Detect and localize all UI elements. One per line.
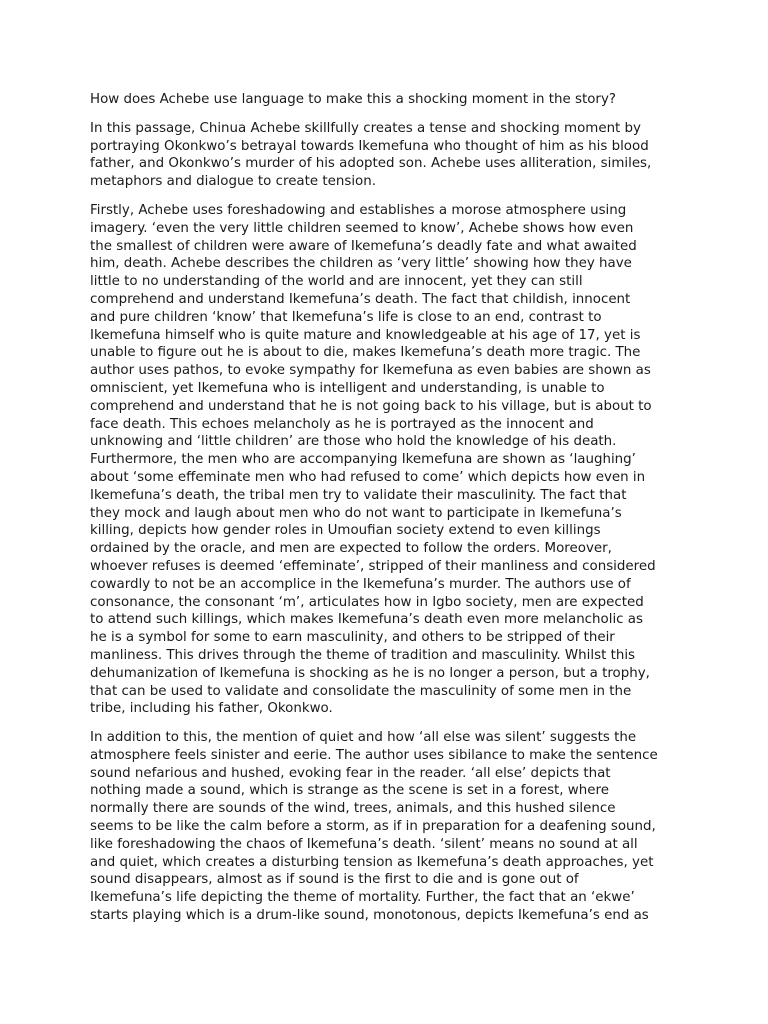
paragraph-foreshadowing: Firstly, Achebe uses foreshadowing and establishes a morose atmosphere using imagery. ‘even the very little children seemed to know’, Achebe shows how even the smallest of children were aware of Ikemefuna’s deadly fate and what awaited him, death. Achebe describes the children as ‘very little’ showing how they have little to no understanding of the world and are innocent, yet they can still comprehend and understand Ikemefuna’s death. The fact that childish, innocent and pure children ‘know’ that Ikemefuna’s life is close to an end, contrast to Ikemefuna himself who is quite mature and knowledgeable at his age of 17, yet is unable to figure out he is about to die, makes Ikemefuna’s death more tragic. The author uses pathos, to evoke sympathy for Ikemefuna as even babies are shown as omniscient, yet Ikemefuna who is intelligent and understanding, is unable to comprehend and understand that he is not going back to his village, but is about to face death. This echoes melancholy as he is portrayed as the innocent and unknowing and ‘little children’ are those who hold the knowledge of his death. Furthermore, the men who are accompanying Ikemefuna are shown as ‘laughing’ about ‘some effeminate men who had refused to come’ which depicts how even in Ikemefuna’s death, the tribal men try to validate their masculinity. The fact that they mock and laugh about men who do not want to participate in Ikemefuna’s killing, depicts how gender roles in Umoufian society extend to even killings ordained by the oracle, and men are expected to follow the orders. Moreover, whoever refuses is deemed ‘effeminate’, stripped of their manliness and considered cowardly to not be an accomplice in the Ikemefuna’s murder. The authors use of consonance, the consonant ‘m’, articulates how in Igbo society, men are expected to attend such killings, which makes Ikemefuna’s death even more melancholic as he is a symbol for some to earn masculinity, and others to be stripped of their manliness. This drives through the theme of tradition and masculinity. Whilst this dehumanization of Ikemefuna is shocking as he is no longer a person, but a trophy, that can be used to validate and consolidate the masculinity of some men in the tribe, including his father, Okonkwo. xyxy=(90,202,656,717)
question-heading: How does Achebe use language to make this a shocking moment in the story? xyxy=(90,92,616,107)
document-page xyxy=(90,91,680,936)
paragraph-silence: In addition to this, the mention of quiet and how ‘all else was silent’ suggests the atmosphere feels sinister and eerie. The author uses sibilance to make the sentence sound nefarious and hushed, evoking fear in the reader. ‘all else’ depicts that nothing made a sound, which is strange as the scene is set in a forest, where normally there are sounds of the wind, trees, animals, and this hushed silence seems to be like the calm before a storm, as if in preparation for a deafening sound, like foreshadowing the chaos of Ikemefuna’s death. ‘silent’ means no sound at all and quiet, which creates a disturbing tension as Ikemefuna’s death approaches, yet sound disappears, almost as if sound is the first to die and is gone out of Ikemefuna’s life depicting the theme of mortality. Further, the fact that an ‘ekwe’ starts playing which is a drum-like sound, monotonous, depicts Ikemefuna’s end as xyxy=(90,730,658,924)
paragraph-intro: In this passage, Chinua Achebe skillfully creates a tense and shocking moment by portraying Okonkwo’s betrayal towards Ikemefuna who thought of him as his blood father, and Okonkwo’s murder of his adopted son. Achebe uses alliteration, similes, metaphors and dialogue to create tension. xyxy=(90,120,652,190)
